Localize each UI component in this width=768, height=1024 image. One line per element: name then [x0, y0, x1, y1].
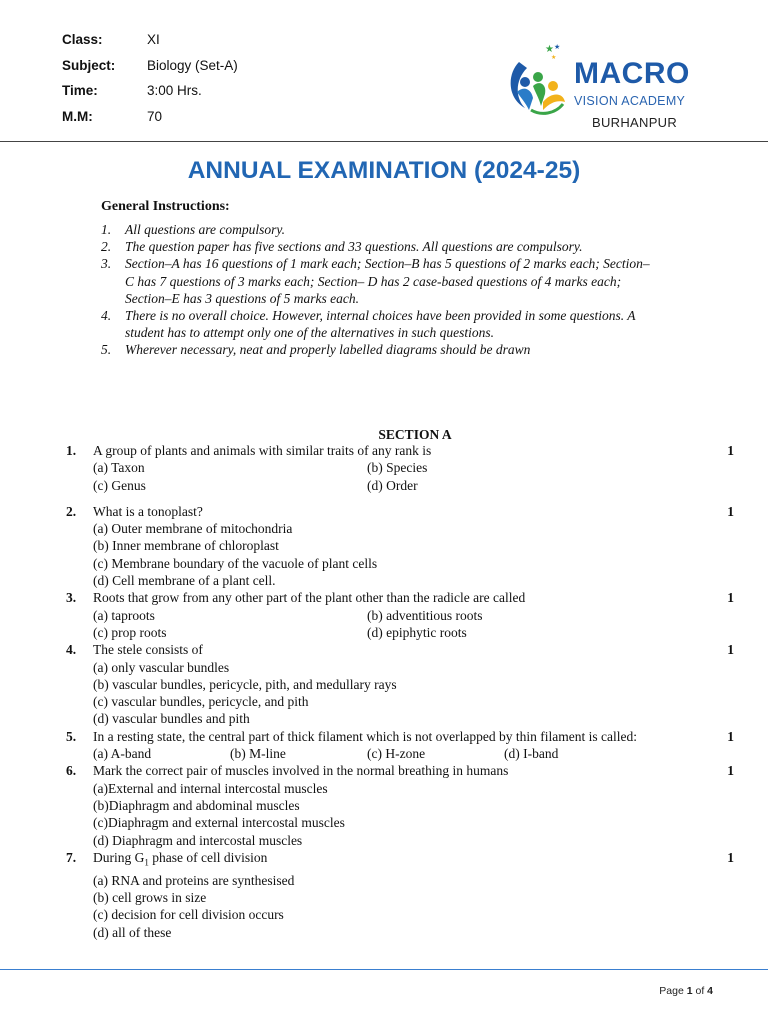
- max-marks-label: M.M:: [62, 108, 93, 124]
- options: [93, 607, 744, 642]
- time-label: Time:: [62, 83, 98, 98]
- instruction-item: [101, 341, 661, 358]
- option-a: (a) RNA and proteins are synthesised: [93, 872, 295, 888]
- option-d: (d) Diaphragm and intercostal muscles: [93, 832, 303, 848]
- option-d: (d) Order: [367, 477, 418, 493]
- instruction-text: Wherever necessary, neat and properly labelled diagrams should be drawn: [125, 342, 531, 358]
- question-7: [64, 849, 744, 941]
- question-text: A group of plants and animals with similar traits of any rank is: [93, 443, 432, 458]
- question-3: [64, 589, 744, 641]
- question-text-subscript: 1: [144, 857, 149, 868]
- option-d: (d) Cell membrane of a plant cell.: [93, 573, 276, 589]
- question-5: [64, 728, 744, 763]
- total-pages: 4: [707, 985, 713, 997]
- instruction-number: 3.: [101, 256, 112, 272]
- subject-label: Subject:: [62, 57, 116, 73]
- instruction-text: Section–A has 16 questions of 1 mark each; Section–B has 5 questions of 2 marks each; Section– C has 7 questions of 3 marks each; Section– D has 2 case-based questions of 4 marks each; Section–E has 3 questions of 5 marks each.: [125, 256, 650, 306]
- question-4: [64, 641, 744, 727]
- option-c: (c) Genus: [93, 477, 146, 493]
- logo-emblem-icon: [505, 40, 575, 120]
- page-prefix: Page: [659, 985, 687, 997]
- question-marks: 1: [727, 503, 734, 519]
- instruction-text: There is no overall choice. However, internal choices have been provided in some questions. A student has to attempt only one of the alternatives in such questions.: [125, 308, 636, 341]
- question-marks: 1: [727, 728, 734, 744]
- option-b: (b) adventitious roots: [367, 607, 483, 623]
- option-a: (a) taproots: [93, 607, 155, 623]
- class-label: Class:: [62, 32, 103, 47]
- current-page: 1: [686, 985, 693, 997]
- option-b: (b) cell grows in size: [93, 890, 207, 906]
- svg-text:★: ★: [545, 44, 554, 55]
- question-number: 1.: [66, 443, 77, 458]
- section-title: SECTION A: [378, 427, 452, 442]
- option-c: (c) prop roots: [93, 624, 167, 640]
- option-d: (d) I-band: [504, 746, 559, 762]
- footer-divider: [0, 969, 768, 970]
- option-b: (b) Species: [367, 460, 428, 476]
- page-of: of: [692, 985, 708, 997]
- question-text: Roots that grow from any other part of the plant other than the radicle are called: [93, 590, 526, 606]
- logo-name: MACRO: [574, 57, 690, 90]
- option-a: (a) Outer membrane of mitochondria: [93, 521, 293, 537]
- academy-logo: [505, 40, 715, 132]
- question-number: 5.: [66, 728, 77, 744]
- instruction-text: All questions are compulsory.: [125, 222, 285, 237]
- question-text-start: During G: [93, 849, 145, 865]
- option-c: (c)Diaphragm and external intercostal muscles: [93, 815, 345, 831]
- time-value: 3:00 Hrs.: [147, 83, 202, 98]
- option-b: (b) Inner membrane of chloroplast: [93, 538, 279, 554]
- page-number: [659, 985, 713, 997]
- option-d: (d) all of these: [93, 924, 172, 940]
- question-text: In a resting state, the central part of thick filament which is not overlapped by thin filament is called:: [93, 728, 637, 744]
- options: [93, 745, 744, 762]
- option-a: (a)External and internal intercostal muscles: [93, 780, 328, 796]
- question-number: 2.: [66, 503, 77, 519]
- instruction-item: [101, 221, 661, 238]
- option-b: (b)Diaphragm and abdominal muscles: [93, 797, 300, 813]
- option-b: (b) M-line: [230, 746, 286, 762]
- instruction-number: 2.: [101, 239, 112, 255]
- question-text: [93, 849, 744, 872]
- questions-list: [64, 442, 744, 941]
- option-a: (a) A-band: [93, 746, 152, 762]
- option-a: (a) Taxon: [93, 460, 145, 476]
- question-1: [64, 442, 744, 494]
- instructions-list: [101, 221, 661, 359]
- logo-subtitle: VISION ACADEMY: [574, 94, 686, 108]
- option-c: (c) Membrane boundary of the vacuole of plant cells: [93, 555, 378, 571]
- max-marks-value: 70: [147, 108, 163, 124]
- instruction-number: 5.: [101, 342, 112, 358]
- option-b: (b) vascular bundles, pericycle, pith, and medullary rays: [93, 676, 397, 692]
- options: [93, 459, 744, 494]
- question-6: [64, 762, 744, 848]
- instruction-number: 4.: [101, 308, 112, 324]
- question-number: 7.: [66, 849, 77, 865]
- option-c: (c) H-zone: [367, 746, 426, 762]
- instruction-text: The question paper has five sections and 33 questions. All questions are compulsory.: [125, 239, 583, 255]
- option-a: (a) only vascular bundles: [93, 659, 230, 675]
- instruction-item: [101, 307, 661, 341]
- option-c: (c) vascular bundles, pericycle, and pith: [93, 694, 309, 710]
- question-text: What is a tonoplast?: [93, 503, 203, 519]
- question-number: 6.: [66, 763, 77, 779]
- option-d: (d) epiphytic roots: [367, 624, 467, 640]
- exam-title: ANNUAL EXAMINATION (2024-25): [187, 157, 581, 184]
- option-c: (c) decision for cell division occurs: [93, 907, 284, 923]
- svg-text:★: ★: [554, 43, 561, 51]
- question-marks: 1: [727, 443, 734, 458]
- header-divider: [0, 141, 768, 142]
- question-marks: 1: [727, 590, 734, 606]
- option-d: (d) vascular bundles and pith: [93, 711, 250, 727]
- question-marks: 1: [727, 763, 734, 779]
- question-text: Mark the correct pair of muscles involved in the normal breathing in humans: [93, 763, 509, 779]
- question-number: 4.: [66, 642, 77, 658]
- instruction-item: [101, 238, 661, 255]
- instruction-number: 1.: [101, 222, 112, 237]
- question-marks: 1: [727, 642, 734, 658]
- svg-text:★: ★: [551, 55, 557, 61]
- question-marks: 1: [727, 849, 734, 865]
- question-text: The stele consists of: [93, 642, 203, 658]
- question-number: 3.: [66, 590, 77, 606]
- question-2: [64, 503, 744, 589]
- question-text-end: phase of cell division: [148, 849, 268, 865]
- class-value: XI: [147, 32, 160, 47]
- logo-city: BURHANPUR: [592, 115, 678, 130]
- instructions-heading: General Instructions:: [101, 199, 230, 214]
- subject-value: Biology (Set-A): [147, 57, 238, 73]
- instruction-item: [101, 255, 661, 307]
